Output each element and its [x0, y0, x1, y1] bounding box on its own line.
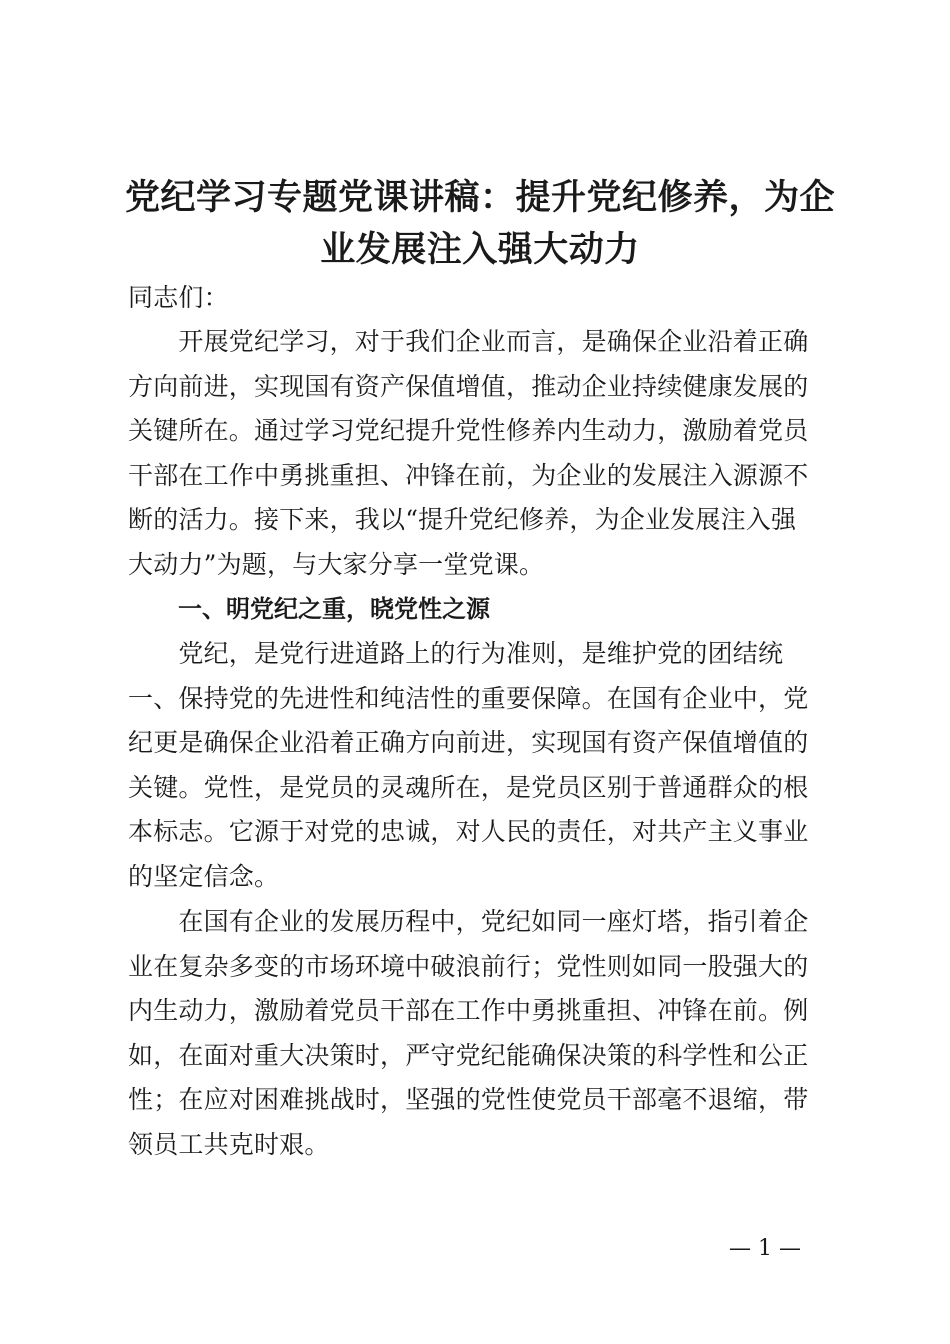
paragraph-line: 一、保持党的先进性和纯洁性的重要保障。在国有企业中，党: [128, 683, 809, 713]
paragraph-line: 方向前进，实现国有资产保值增值，推动企业持续健康发展的: [128, 371, 809, 401]
paragraph-line: 开展党纪学习，对于我们企业而言，是确保企业沿着正确: [128, 327, 809, 356]
paragraph-line: 性；在应对困难挑战时，坚强的党性使党员干部毫不退缩，带: [128, 1085, 809, 1114]
paragraph-2: [128, 632, 848, 899]
paragraph-line: 如，在面对重大决策时，严守党纪能确保决策的科学性和公正: [128, 1040, 809, 1070]
paragraph-line: 领员工共克时艰。: [128, 1129, 330, 1159]
paragraph-line: 在国有企业的发展历程中，党纪如同一座灯塔，指引着企: [128, 907, 809, 936]
paragraph-line: 关键。党性，是党员的灵魂所在，是党员区别于普通群众的根: [128, 772, 809, 802]
document-title-line-2: 业发展注入强大动力: [320, 230, 640, 270]
paragraph-line: 纪更是确保企业沿着正确方向前进，实现国有资产保值增值的: [128, 728, 809, 757]
paragraph-line: 关键所在。通过学习党纪提升党性修养内生动力，激励着党员: [128, 416, 809, 445]
paragraph-line: 党纪，是党行进道路上的行为准则，是维护党的团结统: [128, 639, 784, 668]
page-number: — 1 —: [729, 1236, 801, 1261]
paragraph-line: 大动力”为题，与大家分享一堂党课。: [128, 549, 545, 579]
paragraph-1: [128, 320, 848, 587]
paragraph-3: [128, 900, 848, 1167]
salutation: 同志们：: [128, 283, 229, 312]
paragraph-line: 内生动力，激励着党员干部在工作中勇挑重担、冲锋在前。例: [128, 996, 809, 1025]
paragraph-line: 干部在工作中勇挑重担、冲锋在前，为企业的发展注入源源不: [128, 460, 809, 490]
section-heading-1: 一、明党纪之重，晓党性之源: [178, 595, 490, 623]
document-title-line-1: 党纪学习专题党课讲稿：提升党纪修养，为企: [124, 178, 835, 218]
paragraph-line: 本标志。它源于对党的忠诚，对人民的责任，对共产主义事业: [128, 817, 809, 846]
paragraph-line: 断的活力。接下来，我以“提升党纪修养，为企业发展注入强: [128, 505, 797, 534]
paragraph-line: 业在复杂多变的市场环境中破浪前行；党性则如同一股强大的: [128, 951, 809, 981]
paragraph-line: 的坚定信念。: [128, 861, 280, 891]
